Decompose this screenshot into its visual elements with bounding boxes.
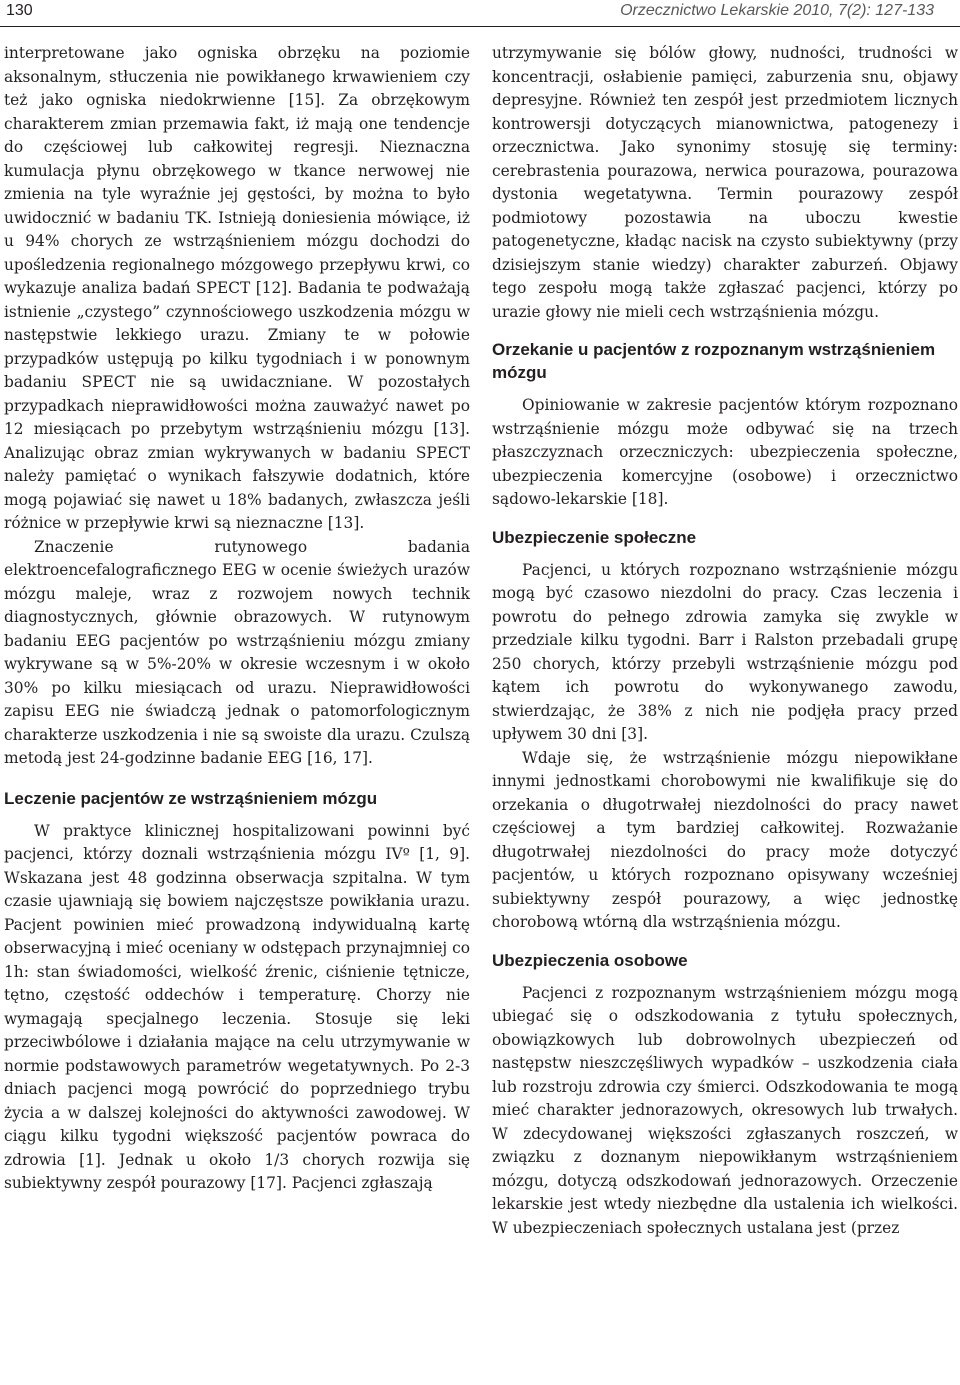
paragraph: Znaczenie rutynowego badania elektroencefalograficznego EEG w ocenie świeżych urazów mózgu maleje, wraz z rozwojem nowych technik diagnostycznych, głównie obrazowych. W rutynowym badaniu EEG pacjentów po wstrząśnieniu mózgu zmiany wykrywane są w 5%-20% w okresie wczesnym i w około 30% po kilku miesiącach od urazu. Nieprawidłowości zapisu EEG nie świadczą jednak o patomorfologicznym charakterze uszkodzenia i nie są swoiste dla urazu. Czulszą metodą jest 24-godzinne badanie EEG [16, 17]. [4,537,470,767]
section-heading: Ubezpieczenia osobowe [492,950,688,970]
journal-reference: Orzecznictwo Lekarskie 2010, 7(2): 127-133 [620,2,934,19]
left-column [4,42,470,1196]
section-heading: Orzekanie u pacjentów z rozpoznanym wstrząśnieniem mózgu [492,340,936,382]
paragraph: utrzymywanie się bólów głowy, nudności, trudności w koncentracji, osłabienie pamięci, zaburzenia snu, objawy depresyjne. Również ten zespół jest przedmiotem licznych kontrowersji dotyczących mianownictwa, patogenezy i orzecznictwa. Jako synonimy stosuję się terminy: cerebrastenia pourazowa, nerwica pourazowa, pourazowa dystonia wegetatywna. Termin pourazowy zespół podmiotowy pozostawia na uboczu kwestie patogenetyczne, kładąc nacisk na czysto subiektywny (przy dzisiejszym stanie wiedzy) charakter zaburzeń. Objawy tego zespołu mogą także zgłaszać pacjenci, którzy po urazie głowy nie mieli cech wstrząśnienia mózgu. [492,44,958,321]
paragraph: Opiniowanie w zakresie pacjentów którym rozpoznano wstrząśnienie mózgu może odbywać się na trzech płaszczyznach orzeczniczych: ubezpieczenia społeczne, ubezpieczenia komercyjne (osobowe) i orzecznictwo sądowo-lekarskie [18]. [492,396,958,508]
page-number: 130 [6,2,33,19]
paragraph: W praktyce klinicznej hospitalizowani powinni być pacjenci, którzy doznali wstrząśnienia mózgu IVº [1, 9]. Wskazana jest 48 godzinna obserwacja szpitalna. W tym czasie ujawniają się bowiem najczęstsze powikłania urazu. Pacjent powinien mieć prowadzoną indywidualną kartę obserwacyjną i mieć oceniany w odstępach przynajmniej co 1h: stan świadomości, wielkość źrenic, ciśnienie tętnicze, tętno, częstość oddechów i temperaturę. Chorzy nie wymagają specjalnego leczenia. Stosuje się leki przeciwbólowe i działania mające na celu utrzymywanie w normie podstawowych parametrów wegetatywnych. Po 2-3 dniach pacjenci mogą powrócić do poprzedniego trybu życia a w dalszej kolejności do aktywności zawodowej. W ciągu kilku tygodni większość pacjentów powraca do zdrowia [1]. Jednak u około 1/3 chorych rozwija się subiektywny zespół pourazowy [17]. Pacjenci zgłaszają [4,821,470,1192]
paragraph: Pacjenci, u których rozpoznano wstrząśnienie mózgu mogą być czasowo niezdolni do pracy. Czas leczenia i powrotu do pełnego zdrowia zamyka się zwykle w przedziale kilku tygodni. Barr i Ralston przebadali grupę 250 chorych, którzy przebyli wstrząśnienie mózgu pod kątem ich powrotu do wykonywanego zawodu, stwierdzając, że 38% z nich nie podjęła pracy przed upływem 30 dni [3]. [492,560,958,743]
paragraph: Wdaje się, że wstrząśnienie mózgu niepowikłane innymi jednostkami chorobowymi nie kwalifikuje się do orzekania o długotrwałej niezdolności do pracy nawet częściowej a tym bardziej całkowitej. Rozważanie długotrwałej niezdolności do pracy może dotyczyć pacjentów, u których rozpoznano opisywany wcześniej subiektywny zespół pourazowy, a więc jednostkę chorobową wtórną dla wstrząśnienia mózgu. [492,748,958,931]
paragraph: interpretowane jako ogniska obrzęku na poziomie aksonalnym, stłuczenia nie powikłanego krwawieniem czy też jako ogniska niedokrwienne [15]. Za obrzękowym charakterem zmian przemawia fakt, iż mają one tendencje do częściowej lub całkowitej regresji. Nieznaczna kumulacja płynu obrzękowego w tkance nerwowej nie zmienia na tyle wyraźnie jej gęstości, by można to było uwidocznić w badaniu TK. Istnieją doniesienia mówiące, iż u 94% chorych ze wstrząśnieniem mózgu dochodzi do upośledzenia regionalnego mózgowego przepływu krwi, co wykazuje analiza badań SPECT [12]. Badania te podważają istnienie „czystego” czynnościowego uszkodzenia mózgu w następstwie lekkiego urazu. Zmiany te w połowie przypadków ustępują po kilku tygodniach i w ponownym badaniu SPECT nie są uwidaczniane. W pozostałych przypadkach nieprawidłowości można zauważyć nawet po 12 miesiącach po przebytym wstrząśnieniu mózgu [13]. Analizując obraz zmian wykrywanych w badaniu SPECT należy pamiętać o wynikach fałszywie dodatnich, które mogą pojawiać się nawet u 18% badanych, zwłaszcza jeśli różnice w przepływie krwi są nieznaczne [13]. [4,44,470,532]
section-heading: Leczenie pacjentów ze wstrząśnieniem mózgu [4,788,378,808]
page-header [0,0,960,27]
paragraph: Pacjenci z rozpoznanym wstrząśnieniem mózgu mogą ubiegać się o odszkodowania z tytułu społecznych, obowiązkowych lub dobrowolnych ubezpieczeń od następstw nieszczęśliwych wypadków – uszkodzenia ciała lub rozstroju zdrowia czy śmierci. Odszkodowania te mogą mieć charakter jednorazowych, okresowych lub trwałych. W zdecydowanej większości zgłaszanych roszczeń, w związku z doznanym niepowikłanym wstrząśnieniem mózgu, dotyczą odszkodowań jednorazowych. Orzeczenie lekarskie jest wtedy niezbędne dla ustalenia ich wielkości. W ubezpieczeniach społecznych ustalana jest (przez [492,983,958,1237]
section-heading: Ubezpieczenie społeczne [492,527,697,547]
right-column [492,42,958,1240]
